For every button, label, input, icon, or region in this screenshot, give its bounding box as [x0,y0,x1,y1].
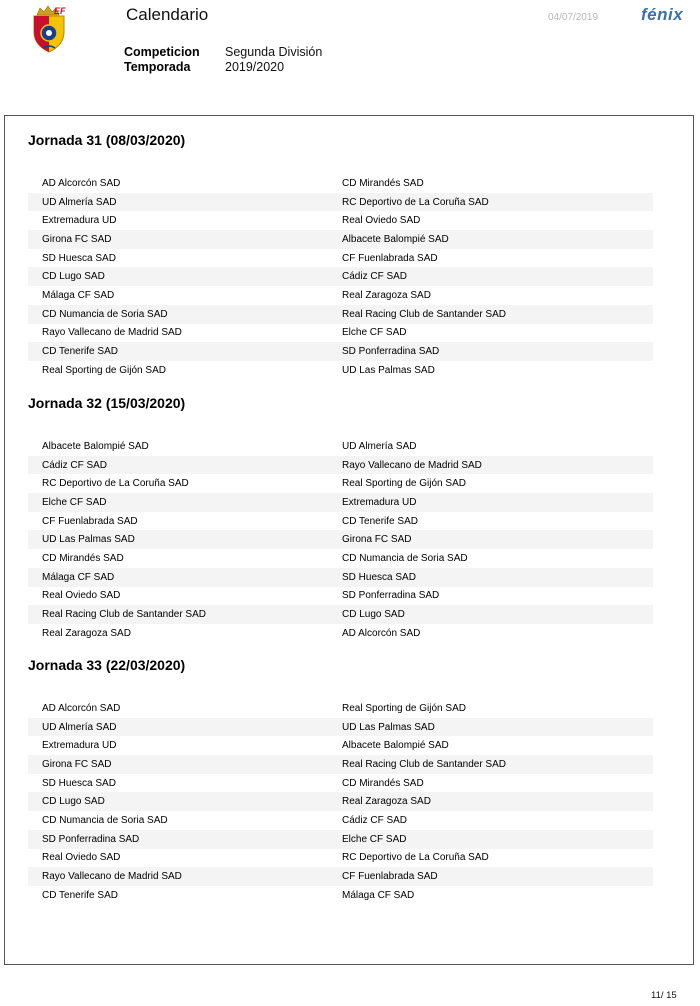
away-team: Cádiz CF SAD [342,814,408,826]
match-row [28,867,653,886]
meta-value: Segunda División [225,45,323,59]
match-row [28,267,653,286]
jornada-section [28,655,653,905]
home-team: Girona FC SAD [42,758,112,770]
away-team: Elche CF SAD [342,833,407,845]
home-team: CD Numancia de Soria SAD [42,308,168,320]
svg-text:EF: EF [54,6,66,16]
match-row [28,736,653,755]
meta-value: 2019/2020 [225,60,285,74]
match-row [28,811,653,830]
match-row [28,849,653,868]
home-team: SD Huesca SAD [42,777,116,789]
home-team: CD Tenerife SAD [42,346,118,358]
match-row [28,211,653,230]
home-team: SD Ponferradina SAD [42,833,140,845]
away-team: Extremadura UD [342,496,417,508]
home-team: CF Fuenlabrada SAD [42,515,138,527]
home-team: Cádiz CF SAD [42,459,108,471]
home-team: Real Sporting de Gijón SAD [42,364,166,376]
home-team: Rayo Vallecano de Madrid SAD [42,327,182,339]
away-team: Real Sporting de Gijón SAD [342,478,466,490]
away-team: Real Oviedo SAD [342,215,421,227]
jornada-title: Jornada 33 (22/03/2020) [28,657,186,673]
document-date: 04/07/2019 [548,12,599,23]
away-team: Real Racing Club de Santander SAD [342,758,506,770]
calendar-frame [4,115,694,965]
match-row [28,286,653,305]
home-team: UD Las Palmas SAD [42,534,135,546]
match-row [28,830,653,849]
away-team: SD Ponferradina SAD [342,346,440,358]
away-team: SD Huesca SAD [342,571,416,583]
away-team: Albacete Balompié SAD [342,740,449,752]
home-team: Real Oviedo SAD [42,590,121,602]
match-row [28,249,653,268]
meta-label: Competicion [124,45,200,59]
away-team: Rayo Vallecano de Madrid SAD [342,459,482,471]
jornada-section [28,130,653,380]
match-row [28,605,653,624]
match-row [28,718,653,737]
match-row [28,549,653,568]
match-row [28,624,653,643]
away-team: CD Numancia de Soria SAD [342,552,468,564]
away-team: UD Almería SAD [342,440,417,452]
away-team: Cádiz CF SAD [342,271,408,283]
away-team: Girona FC SAD [342,534,412,546]
match-row [28,456,653,475]
match-row [28,174,653,193]
home-team: CD Lugo SAD [42,796,105,808]
home-team: Elche CF SAD [42,496,107,508]
match-row [28,361,653,380]
jornada-title: Jornada 32 (15/03/2020) [28,395,186,411]
match-row [28,305,653,324]
home-team: CD Numancia de Soria SAD [42,814,168,826]
home-team: Extremadura UD [42,215,117,227]
match-row [28,324,653,343]
away-team: CD Lugo SAD [342,609,405,621]
away-team: Real Zaragoza SAD [342,289,431,301]
home-team: Real Zaragoza SAD [42,627,131,639]
away-team: UD Las Palmas SAD [342,364,435,376]
away-team: CD Mirandés SAD [342,177,424,189]
home-team: Albacete Balompié SAD [42,440,149,452]
jornada-section [28,393,653,643]
jornada-title: Jornada 31 (08/03/2020) [28,132,186,148]
match-row [28,342,653,361]
away-team: AD Alcorcón SAD [342,627,421,639]
home-team: Girona FC SAD [42,233,112,245]
away-team: Real Sporting de Gijón SAD [342,702,466,714]
away-team: Albacete Balompié SAD [342,233,449,245]
home-team: Real Oviedo SAD [42,852,121,864]
home-team: Málaga CF SAD [42,571,115,583]
match-row [28,699,653,718]
away-team: RC Deportivo de La Coruña SAD [342,196,489,208]
home-team: Extremadura UD [42,740,117,752]
home-team: SD Huesca SAD [42,252,116,264]
match-row [28,530,653,549]
match-row [28,474,653,493]
match-row [28,437,653,456]
match-row [28,587,653,606]
fenix-brand-logo: fénix [641,5,684,24]
match-row [28,493,653,512]
away-team: CF Fuenlabrada SAD [342,871,438,883]
away-team: Málaga CF SAD [342,889,415,901]
home-team: CD Mirandés SAD [42,552,124,564]
meta-row-season [124,60,322,75]
away-team: Elche CF SAD [342,327,407,339]
home-team: Rayo Vallecano de Madrid SAD [42,871,182,883]
home-team: AD Alcorcón SAD [42,177,121,189]
home-team: AD Alcorcón SAD [42,702,121,714]
match-row [28,568,653,587]
away-team: Real Racing Club de Santander SAD [342,308,506,320]
home-team: CD Tenerife SAD [42,889,118,901]
match-row [28,886,653,905]
home-team: Málaga CF SAD [42,289,115,301]
match-row [28,512,653,531]
competition-meta [124,45,322,75]
away-team: RC Deportivo de La Coruña SAD [342,852,489,864]
home-team: UD Almería SAD [42,721,117,733]
meta-label: Temporada [124,60,191,74]
home-team: CD Lugo SAD [42,271,105,283]
match-row [28,230,653,249]
away-team: UD Las Palmas SAD [342,721,435,733]
away-team: CF Fuenlabrada SAD [342,252,438,264]
page-number: 11/ 15 [651,990,677,1001]
document-title: Calendario [126,5,209,24]
away-team: CD Tenerife SAD [342,515,418,527]
match-row [28,774,653,793]
meta-row-competition [124,45,322,60]
match-row [28,755,653,774]
match-row [28,193,653,212]
home-team: UD Almería SAD [42,196,117,208]
away-team: SD Ponferradina SAD [342,590,440,602]
home-team: RC Deportivo de La Coruña SAD [42,478,189,490]
rfef-crest-icon [27,4,75,54]
away-team: CD Mirandés SAD [342,777,424,789]
match-row [28,792,653,811]
away-team: Real Zaragoza SAD [342,796,431,808]
home-team: Real Racing Club de Santander SAD [42,609,206,621]
